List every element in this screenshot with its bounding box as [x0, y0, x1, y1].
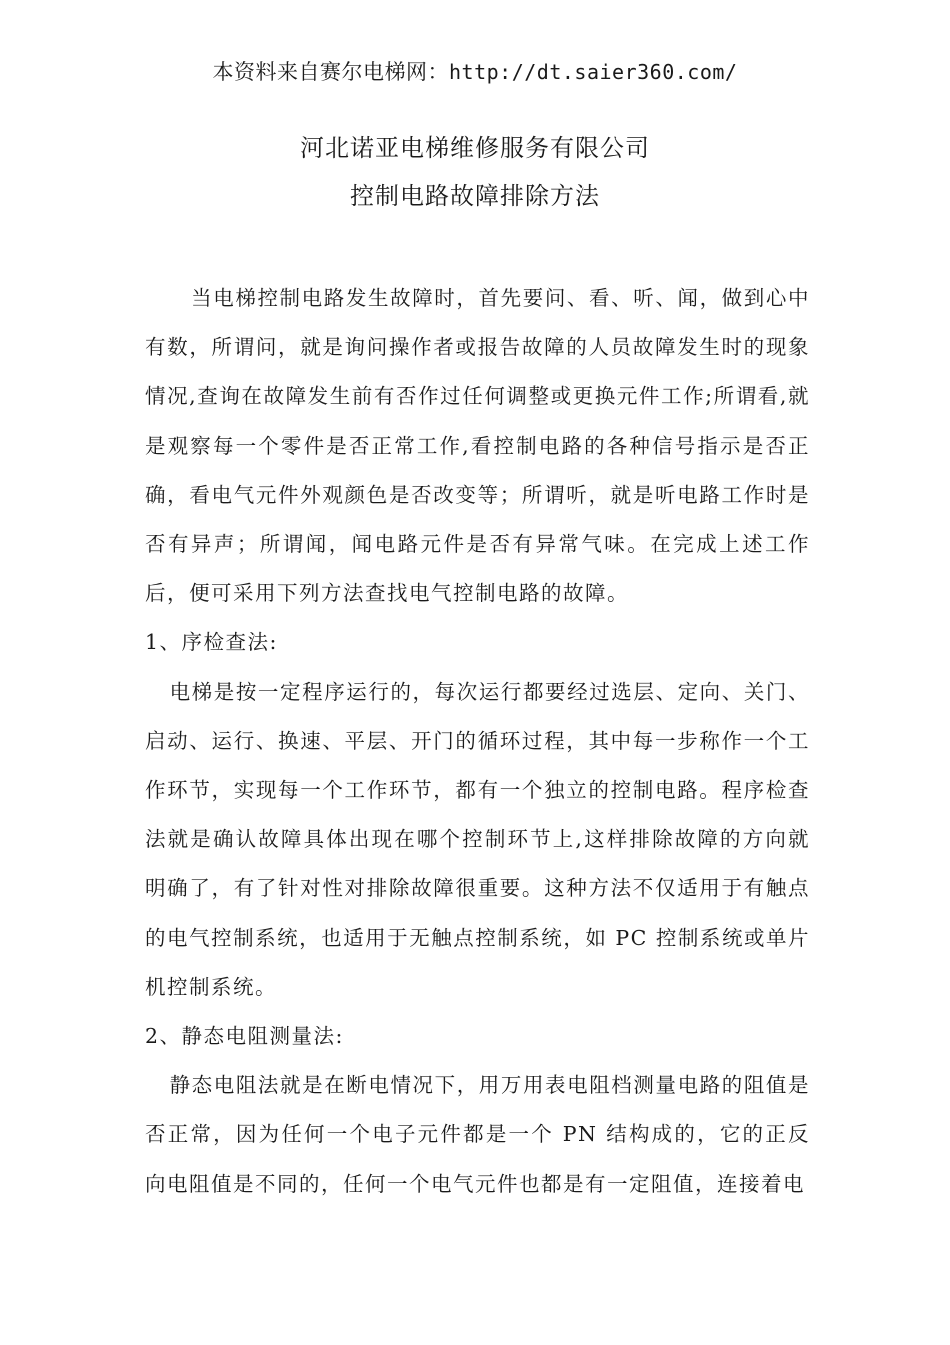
- source-label: 本资料来自赛尔电梯网：: [212, 60, 450, 84]
- document-title: 控制电路故障排除方法: [350, 182, 600, 210]
- company-title: 河北诺亚电梯维修服务有限公司: [300, 134, 650, 162]
- source-link[interactable]: http://dt.saier360.com/: [449, 60, 738, 84]
- section-2-paragraph: 静态电阻法就是在断电情况下，用万用表电阻档测量电路的阻值是否正常，因为任何一个电子元件都是一个 PN 结构成的，它的正反向电阻值是不同的，任何一个电气元件也都是有一定阻值，连接着电: [145, 1073, 810, 1196]
- section-2-heading: 2、静态电阻测量法:: [145, 1024, 344, 1049]
- section-1-heading: 1、序检查法:: [145, 630, 278, 655]
- source-header: [0, 56, 950, 86]
- document-body: [145, 274, 810, 1209]
- intro-paragraph: 当电梯控制电路发生故障时，首先要问、看、听、闻，做到心中有数，所谓问，就是询问操作者或报告故障的人员故障发生时的现象情况,查询在故障发生前有否作过任何调整或更换元件工作;所谓看,就是观察每一个零件是否正常工作,看控制电路的各种信号指示是否正确，看电气元件外观颜色是否改变等；所谓听，就是听电路工作时是否有异声；所谓闻，闻电路元件是否有异常气味。在完成上述工作后，便可采用下列方法查找电气控制电路的故障。: [145, 286, 810, 606]
- section-1-paragraph: 电梯是按一定程序运行的，每次运行都要经过选层、定向、关门、启动、运行、换速、平层、开门的循环过程，其中每一步称作一个工作环节，实现每一个工作环节，都有一个独立的控制电路。程序检查法就是确认故障具体出现在哪个控制环节上,这样排除故障的方向就明确了，有了针对性对排除故障很重要。这种方法不仅适用于有触点的电气控制系统，也适用于无触点控制系统，如 PC 控制系统或单片机控制系统。: [145, 679, 810, 999]
